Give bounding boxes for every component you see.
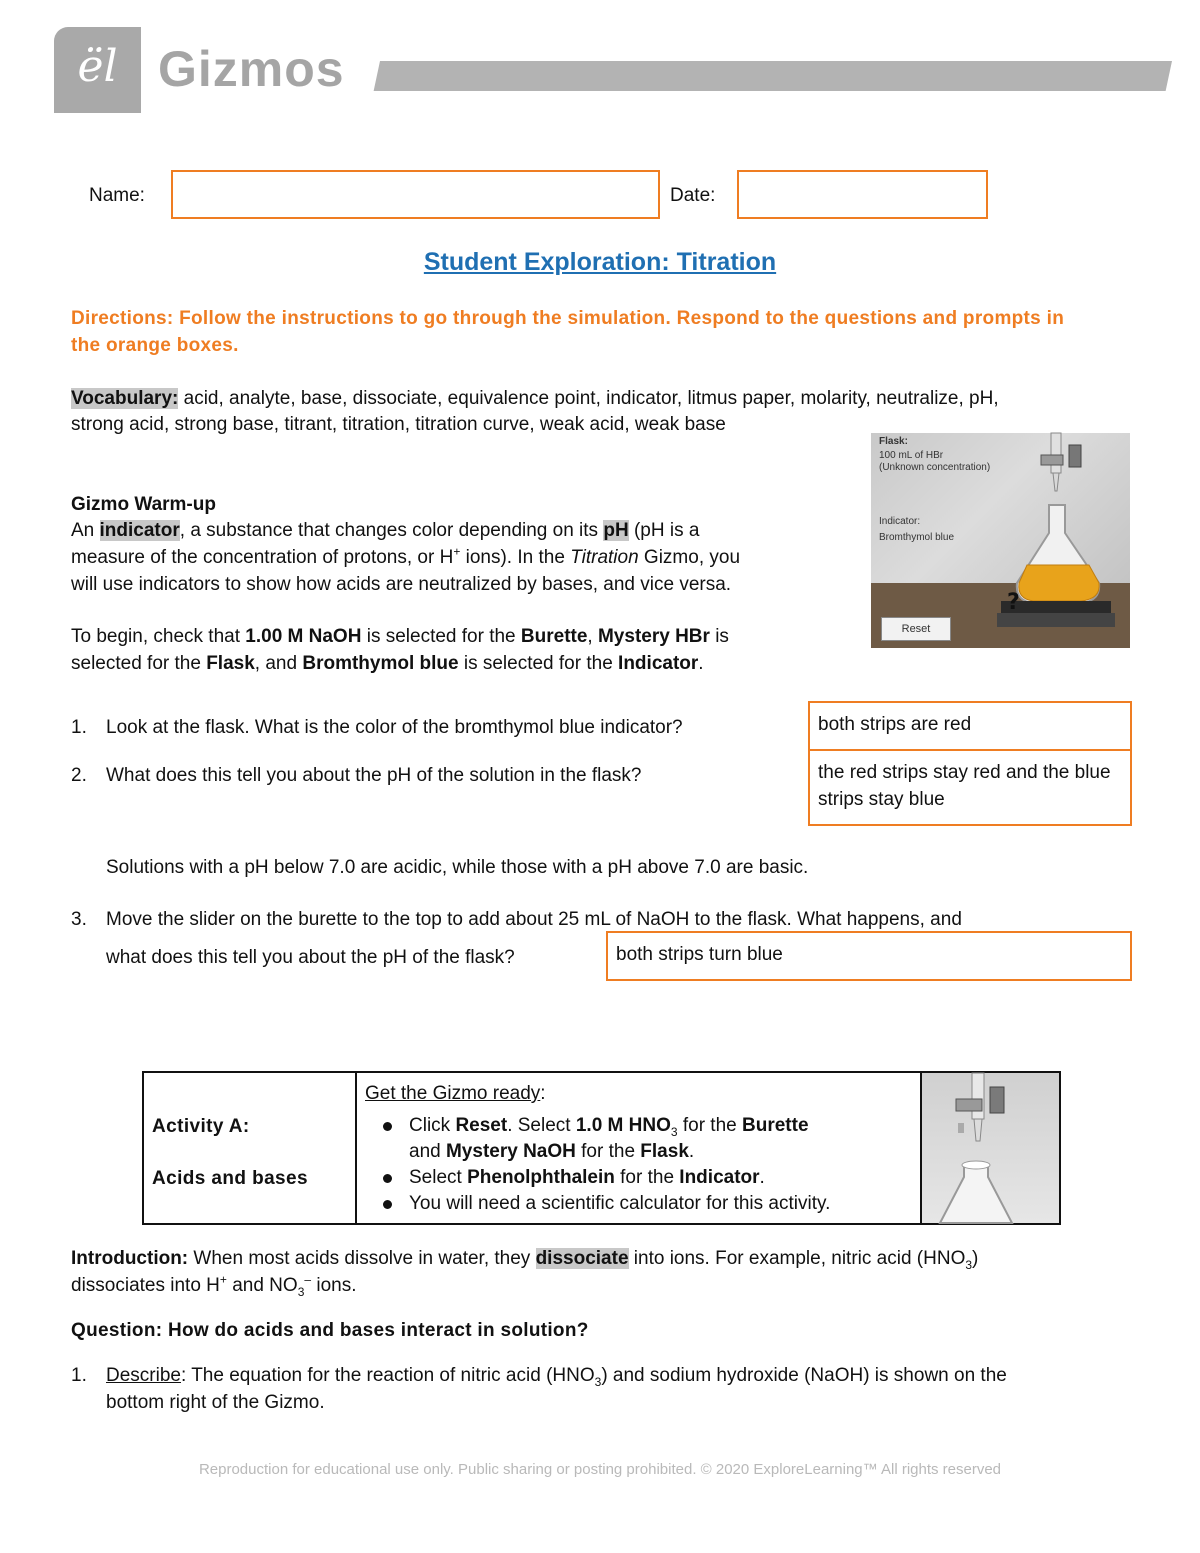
describe-number: 1. [71,1365,87,1386]
warmup-p2-line2 [71,650,704,677]
directions-text: Directions: Follow the instructions to go through the simulation. Respond to the questions and prompts in the orange boxes. [71,308,1065,356]
warmup-heading: Gizmo Warm-up [71,494,216,515]
flask-desc-2: (Unknown concentration) [879,462,991,473]
subscript: 3 [297,1284,305,1299]
warmup-text: ions). In the [460,547,571,568]
setup-list [357,1113,920,1217]
burette-flask-icon [922,1073,1059,1223]
vocabulary-line2: strong acid, strong base, titrant, titration, titration curve, weak acid, weak base [71,414,726,435]
activity-title: Activity A: [152,1116,250,1137]
indicator-label: Indicator: [879,516,921,527]
activity-instructions-cell [357,1073,922,1223]
question-3-number: 3. [71,909,87,930]
intro-label: Introduction: [71,1248,189,1269]
intro-line2 [71,1272,356,1299]
activity-subtitle: Acids and bases [152,1168,308,1189]
term-indicator: indicator [99,520,180,541]
warmup-text: , and [254,653,303,674]
flask-desc-1: 100 mL of HBr [879,450,944,461]
warmup-text: is [709,626,729,647]
step-text: Mystery NaOH [445,1141,576,1162]
step-text: Click [409,1115,456,1136]
setup-step-3: You will need a scientific calculator for this activity. [409,1191,920,1217]
superscript: – [304,1272,312,1287]
warmup-text: To begin, check that [71,626,246,647]
step-text: 1.0 M HNO [575,1115,671,1136]
step-text: Flask [640,1141,689,1162]
question-1-number: 1. [71,717,87,738]
flask-label: Flask: [879,436,908,447]
warmup-text: , a substance that changes color depending on its [179,520,604,541]
flask-burette-icon [1007,433,1130,648]
step-text: Phenolphthalein [467,1167,615,1188]
warmup-p2-line1 [71,623,729,650]
term-dissociate: dissociate [535,1248,629,1269]
gizmos-logo-badge [54,27,141,113]
intro-text: and NO [226,1275,298,1296]
gizmos-logo-text: Gizmos [158,41,345,97]
name-field[interactable] [171,170,660,219]
activity-title-cell [144,1073,357,1223]
warmup-text: Bromthymol blue [302,653,459,674]
describe-label: Describe [106,1365,181,1386]
copyright-footer: Reproduction for educational use only. Public sharing or posting prohibited. © 2020 ExploreLearning™ All rights reserved [198,1461,1002,1478]
step-text: for the [677,1115,742,1136]
warmup-text: . [698,653,704,674]
gizmo-screenshot [871,433,1130,648]
step-text: . [688,1141,695,1162]
superscript: + [219,1272,227,1287]
step-text: Burette [742,1115,809,1136]
activity-image-cell [922,1073,1059,1223]
warmup-line1 [71,517,699,544]
answer-2-field[interactable]: the red strips stay red and the blue strips stay blue [808,749,1132,826]
ph-note: Solutions with a pH below 7.0 are acidic, while those with a pH above 7.0 are basic. [106,857,809,878]
step-text: . Select [507,1115,576,1136]
question-3-text-line2: what does this tell you about the pH of the flask? [106,947,515,968]
describe-line2: bottom right of the Gizmo. [106,1392,325,1413]
warmup-text: An [71,520,100,541]
answer-1-field[interactable]: both strips are red [808,701,1132,751]
warmup-text: , [587,626,598,647]
get-ready-line [365,1080,920,1107]
header-bar [374,61,1172,91]
vocabulary-terms-1: acid, analyte, base, dissociate, equivalence point, indicator, litmus paper, molarity, neutralize, pH, [178,388,999,409]
warmup-text: Burette [520,626,588,647]
term-ph: pH [603,520,629,541]
subscript: 3 [965,1257,973,1272]
date-field[interactable] [737,170,988,219]
question-heading: Question: How do acids and bases interact in solution? [71,1320,589,1341]
warmup-text: 1.00 M NaOH [245,626,362,647]
step-text: for the [575,1141,641,1162]
step-text: for the [614,1167,680,1188]
warmup-text: Flask [206,653,255,674]
warmup-text: is selected for the [361,626,521,647]
step-text: Reset [455,1115,508,1136]
date-label: Date: [670,185,716,206]
svg-text:?: ? [1007,590,1020,615]
step-text: Indicator [679,1167,760,1188]
step-text: Select [409,1167,468,1188]
intro-line1 [71,1245,978,1272]
subscript: 3 [670,1124,678,1139]
question-1-text: Look at the flask. What is the color of the bromthymol blue indicator? [106,717,683,738]
warmup-text: measure of the concentration of protons, or H [71,547,454,568]
question-3-text-line1: Move the slider on the burette to the top to add about 25 mL of NaOH to the flask. What happens, and [106,909,962,930]
step-text: and [409,1141,446,1162]
intro-text: ) [972,1248,979,1269]
intro-text: into ions. For example, nitric acid (HNO [628,1248,966,1269]
warmup-text: is selected for the [458,653,619,674]
get-ready-heading: Get the Gizmo ready [365,1083,541,1104]
subscript: 3 [594,1374,602,1389]
warmup-line2 [71,544,740,571]
question-2-number: 2. [71,765,87,786]
name-label: Name: [89,185,145,206]
warmup-text: Indicator [618,653,699,674]
intro-text: ions. [311,1275,357,1296]
describe-text: ) and sodium hydroxide (NaOH) is shown on the [601,1365,1007,1386]
intro-text: When most acids dissolve in water, they [188,1248,536,1269]
vocabulary-line1 [71,385,1151,412]
intro-text: dissociates into H [71,1275,220,1296]
question-2-text: What does this tell you about the pH of the solution in the flask? [106,765,642,786]
get-ready-colon: : [540,1083,546,1104]
superscript: + [453,544,461,559]
warmup-line3: will use indicators to show how acids are neutralized by bases, and vice versa. [71,574,732,595]
step-text: . [759,1167,765,1188]
warmup-text: Gizmo, you [638,547,741,568]
reset-button: Reset [881,617,951,641]
setup-step-1 [409,1113,920,1165]
page-title: Student Exploration: Titration [423,248,777,276]
describe-text: : The equation for the reaction of nitric acid (HNO [180,1365,595,1386]
warmup-text: selected for the [71,653,207,674]
vocabulary-label: Vocabulary: [71,388,179,409]
indicator-value: Bromthymol blue [879,532,955,543]
describe-line1 [106,1362,1007,1389]
answer-3-field[interactable]: both strips turn blue [606,931,1132,981]
activity-a-header [142,1071,1061,1225]
warmup-text: (pH is a [628,520,700,541]
logo-mark: ël [77,41,118,92]
warmup-text: Titration [570,547,639,568]
setup-step-2 [409,1165,920,1191]
warmup-text: Mystery HBr [597,626,710,647]
